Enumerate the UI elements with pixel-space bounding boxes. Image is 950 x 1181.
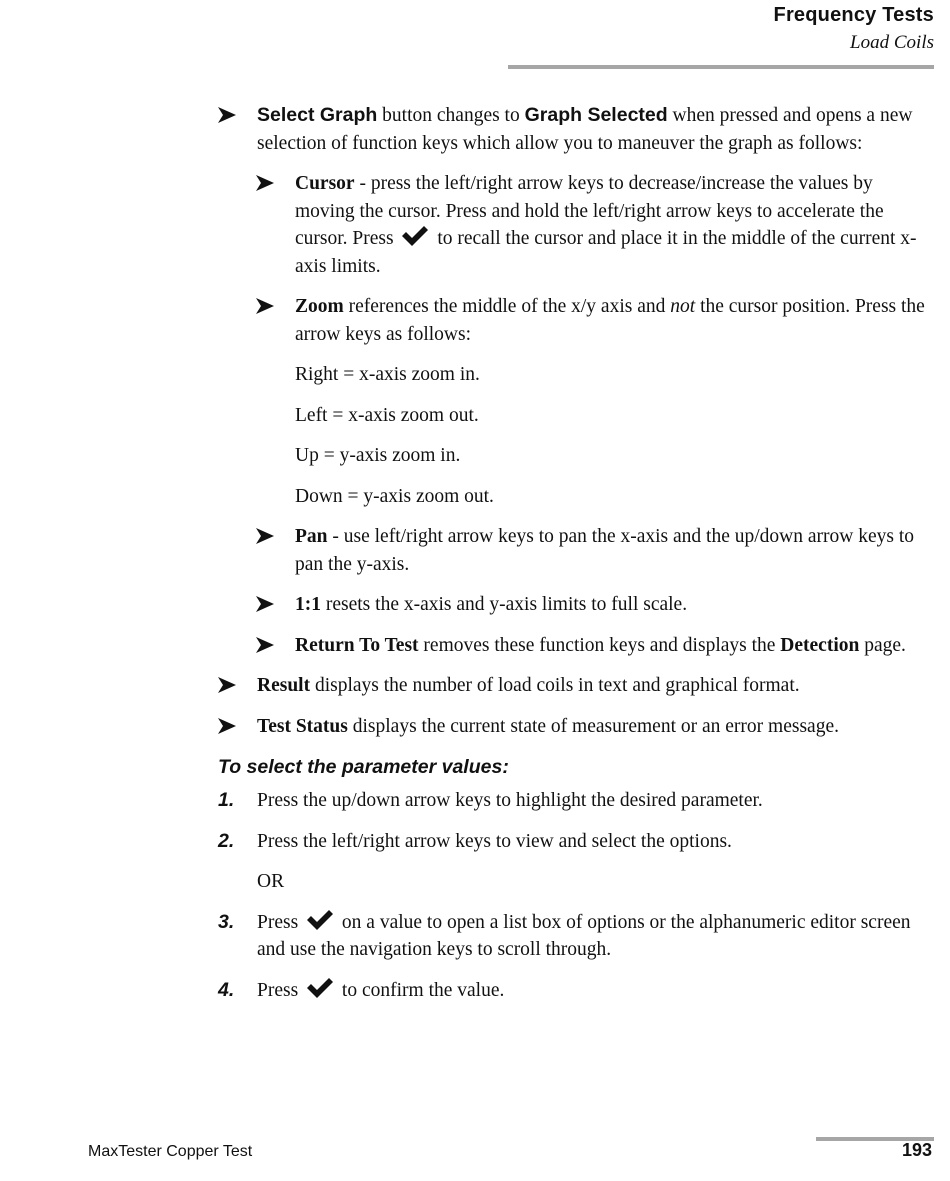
arrow-bullet-icon (218, 718, 236, 734)
text: the cursor position. Press the arrow keys as follows: (295, 296, 925, 345)
text: displays the number of load coils in text and graphical format. (310, 675, 800, 696)
arrow-bullet-icon (256, 637, 274, 653)
bullet-select-graph (218, 102, 928, 157)
text: resets the x-axis and y-axis limits to full scale. (321, 594, 688, 615)
zoom-line-left: Left = x-axis zoom out. (295, 404, 479, 426)
arrow-bullet-icon (218, 677, 236, 693)
bullet-result (218, 672, 928, 700)
bullet-zoom (256, 293, 928, 348)
term-pan: Pan (295, 526, 328, 547)
arrow-bullet-icon (218, 107, 236, 123)
bullet-one-to-one (256, 591, 928, 619)
text: displays the current state of measurement or an error message. (347, 715, 839, 737)
arrow-bullet-icon (256, 298, 274, 314)
term-cursor: Cursor (295, 173, 355, 194)
text: - use left/right arrow keys to pan the x-axis and the up/down arrow keys to pan the y-axis. (295, 526, 914, 575)
term-zoom: Zoom (295, 296, 344, 317)
zoom-line-down: Down = y-axis zoom out. (295, 485, 494, 507)
text: page. (859, 634, 906, 656)
header-rule (508, 65, 934, 69)
procedure-heading: To select the parameter values: (218, 756, 509, 778)
step-number: 1. (218, 789, 235, 811)
term-one-to-one: 1:1 (295, 594, 321, 615)
checkmark-icon (306, 978, 334, 998)
arrow-bullet-icon (256, 596, 274, 612)
term-graph-selected: Graph Selected (524, 104, 668, 126)
checkmark-icon (401, 226, 429, 246)
page-content (218, 102, 928, 1017)
text: - press the left/right arrow keys to decrease/increase the values by moving the cursor. Press and hold the left/right arrow keys to accelerate the cursor. Press (295, 173, 884, 249)
procedure-step (218, 787, 928, 815)
term-select-graph: Select Graph (257, 104, 378, 126)
page-number: 193 (901, 1140, 932, 1160)
arrow-bullet-icon (256, 175, 274, 191)
section-title: Load Coils (850, 32, 934, 53)
footer-title: MaxTester Copper Test (88, 1143, 253, 1160)
bullet-cursor (256, 170, 928, 280)
zoom-line-right: Right = x-axis zoom in. (295, 364, 480, 385)
step-text: to confirm the value. (337, 979, 505, 1001)
step-text: Press (257, 979, 304, 1001)
step-number: 3. (218, 910, 235, 933)
bullet-pan (256, 523, 928, 578)
or-separator: OR (257, 871, 285, 892)
zoom-line-up: Up = y-axis zoom in. (295, 445, 461, 466)
step-text: Press (257, 911, 304, 933)
text: when pressed and opens a new selection of function keys which allow you to maneuver the graph as follows: (257, 105, 913, 154)
text: button changes to (377, 105, 525, 126)
text: to recall the cursor and place it in the middle of the current x-axis limits. (295, 228, 917, 277)
emphasis-not: not (670, 296, 696, 317)
term-detection: Detection (780, 634, 860, 656)
chapter-title: Frequency Tests (773, 4, 934, 26)
text: references the middle of the x/y axis and (343, 296, 671, 317)
step-number: 2. (218, 829, 235, 852)
text: removes these function keys and displays the (418, 634, 781, 656)
checkmark-icon (306, 910, 334, 930)
term-return-to-test: Return To Test (295, 634, 419, 656)
step-number: 4. (218, 978, 235, 1001)
procedure-step (218, 977, 928, 1005)
step-text: Press the left/right arrow keys to view and select the options. (257, 830, 732, 852)
procedure-step (218, 909, 928, 964)
procedure-step (218, 828, 928, 856)
arrow-bullet-icon (256, 528, 274, 544)
term-test-status: Test Status (257, 715, 348, 737)
step-text: Press the up/down arrow keys to highlight the desired parameter. (257, 790, 763, 811)
page-header (774, 2, 934, 56)
bullet-return-to-test (256, 632, 928, 660)
bullet-test-status (218, 713, 928, 741)
step-text: on a value to open a list box of options or the alphanumeric editor screen and use the navigation keys to scroll through. (257, 911, 911, 960)
term-result: Result (257, 675, 311, 696)
